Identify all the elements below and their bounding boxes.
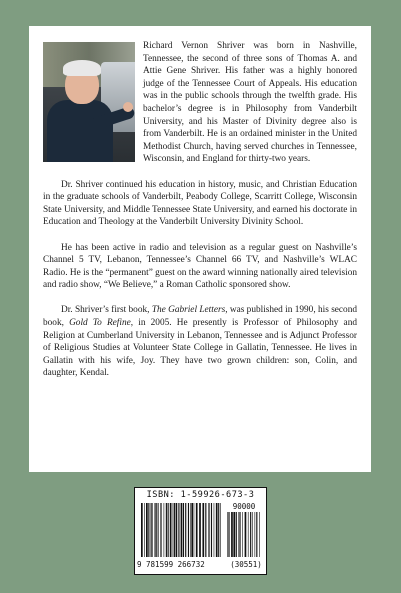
barcode-bar [168,503,169,557]
barcode-bar [233,512,235,557]
barcode-bar [227,512,228,557]
barcode-bar [214,503,215,557]
barcode-bar [155,503,156,557]
barcode-bar [208,503,209,557]
barcode-price-code: (30551) [230,560,262,569]
barcode-box [134,487,267,575]
barcode-bar [248,512,249,557]
barcode-bar [151,503,152,557]
barcode-bar [158,503,159,557]
barcode-bar [190,503,191,557]
back-cover-panel [29,26,371,472]
barcode-bar [242,512,243,557]
barcode-extension-number: 90000 [232,502,256,511]
barcode-bar [228,512,229,557]
barcode-bar [202,503,204,557]
barcode-bar [259,512,260,557]
barcode-bar [148,503,149,557]
bio-text: , was published in 1990, his second book, [43,305,358,329]
barcode-bar [156,503,157,557]
barcode-bar [245,512,247,557]
barcode-bar [183,503,184,557]
bio-paragraph-3: He has been active in radio and television as a regular guest on Nashville’s Channel 5 TV, Lebanon, Tennessee’s Channel 66 TV, and Nashville’s WLAC Radio. He is the “permanent” guest on the award winning nationally aired television and radio show, “We Believe,” a Roman Catholic sponsored show. [43,242,357,291]
barcode-bar [216,503,218,557]
barcode-digits: 9 781599 266732 [137,560,205,569]
bio-paragraph-2: Dr. Shriver continued his education in history, music, and Christian Education in the graduate schools of Vanderbilt, Peabody College, Scarritt College, Wisconsin State University, and Middle Tennessee State University, and earned his doctorate in Education and Theology at the Vanderbilt University Divinity School. [43,179,357,228]
barcode-bar [240,512,241,557]
barcode-bar [196,503,198,557]
barcode-bar [173,503,174,557]
barcode-bar [178,503,179,557]
barcode-bar [174,503,175,557]
barcode-bar [199,503,201,557]
barcode-bar [185,503,186,557]
barcode-bar [161,503,162,557]
book-title-gabriel-letters: The Gabriel Letters [151,305,226,316]
barcode-bar [181,503,183,557]
barcode-bar [176,503,178,557]
barcode-bar [164,503,165,557]
barcode-bar [144,503,145,557]
barcode-bar [255,512,256,557]
barcode-bar [152,503,153,557]
bio-paragraph-4 [43,304,357,380]
barcode-bars-extension [227,512,261,557]
isbn-label: ISBN: 1-59926-673-3 [146,490,255,500]
barcode-bar [220,503,221,557]
bio-paragraph-1: Richard Vernon Shriver was born in Nashville, Tennessee, the second of three sons of Thomas A. and Attie Gene Shriver. His father was a highly honored judge of the Tennessee Court of Appeals. His education was in the public schools through the twelfth grade. His bachelor’s degree is in Philosophy from Vanderbilt University, and his Master of Divinity degree also is from Vanderbilt. He is an ordained minister in the United Methodist Church, having served churches in Tennessee, Wisconsin, and England for thirty-two years. [143,41,357,165]
barcode-bar [191,503,193,557]
barcode-bar [205,503,206,557]
barcode-bar [231,512,233,557]
barcode-bar [160,503,161,557]
barcode-bars-main [141,503,223,557]
barcode-bar [170,503,172,557]
barcode-bar [211,503,212,557]
barcode-bar [188,503,189,557]
barcode-bar [256,512,257,557]
barcode-bar [141,503,143,557]
author-photo [43,42,135,162]
barcode-bar [252,512,253,557]
barcode-bar [218,503,219,557]
book-title-gold-to-refine: Gold To Refine [69,318,131,329]
barcode-bar [229,512,230,557]
barcode-bar [166,503,167,557]
barcode-bar [250,512,251,557]
barcode-bar [146,503,148,557]
barcode-bar [194,503,195,557]
bio-text: Dr. Shriver’s first book, [61,305,152,316]
barcode-bar [209,503,210,557]
bio-text: , in 2005. He presently is Professor of Philosophy and Religion at Cumberland University in Lebanon, Tennessee and is Adjunct Professor of Religious Studies at Volunteer State College in Gallatin, Tennessee. He lives in Gallatin with his wife, Joy. They have two grown children: son, Colin, and daughter, Kendal. [43,318,357,379]
barcode-bar [238,512,239,557]
barcode-bar [236,512,237,557]
